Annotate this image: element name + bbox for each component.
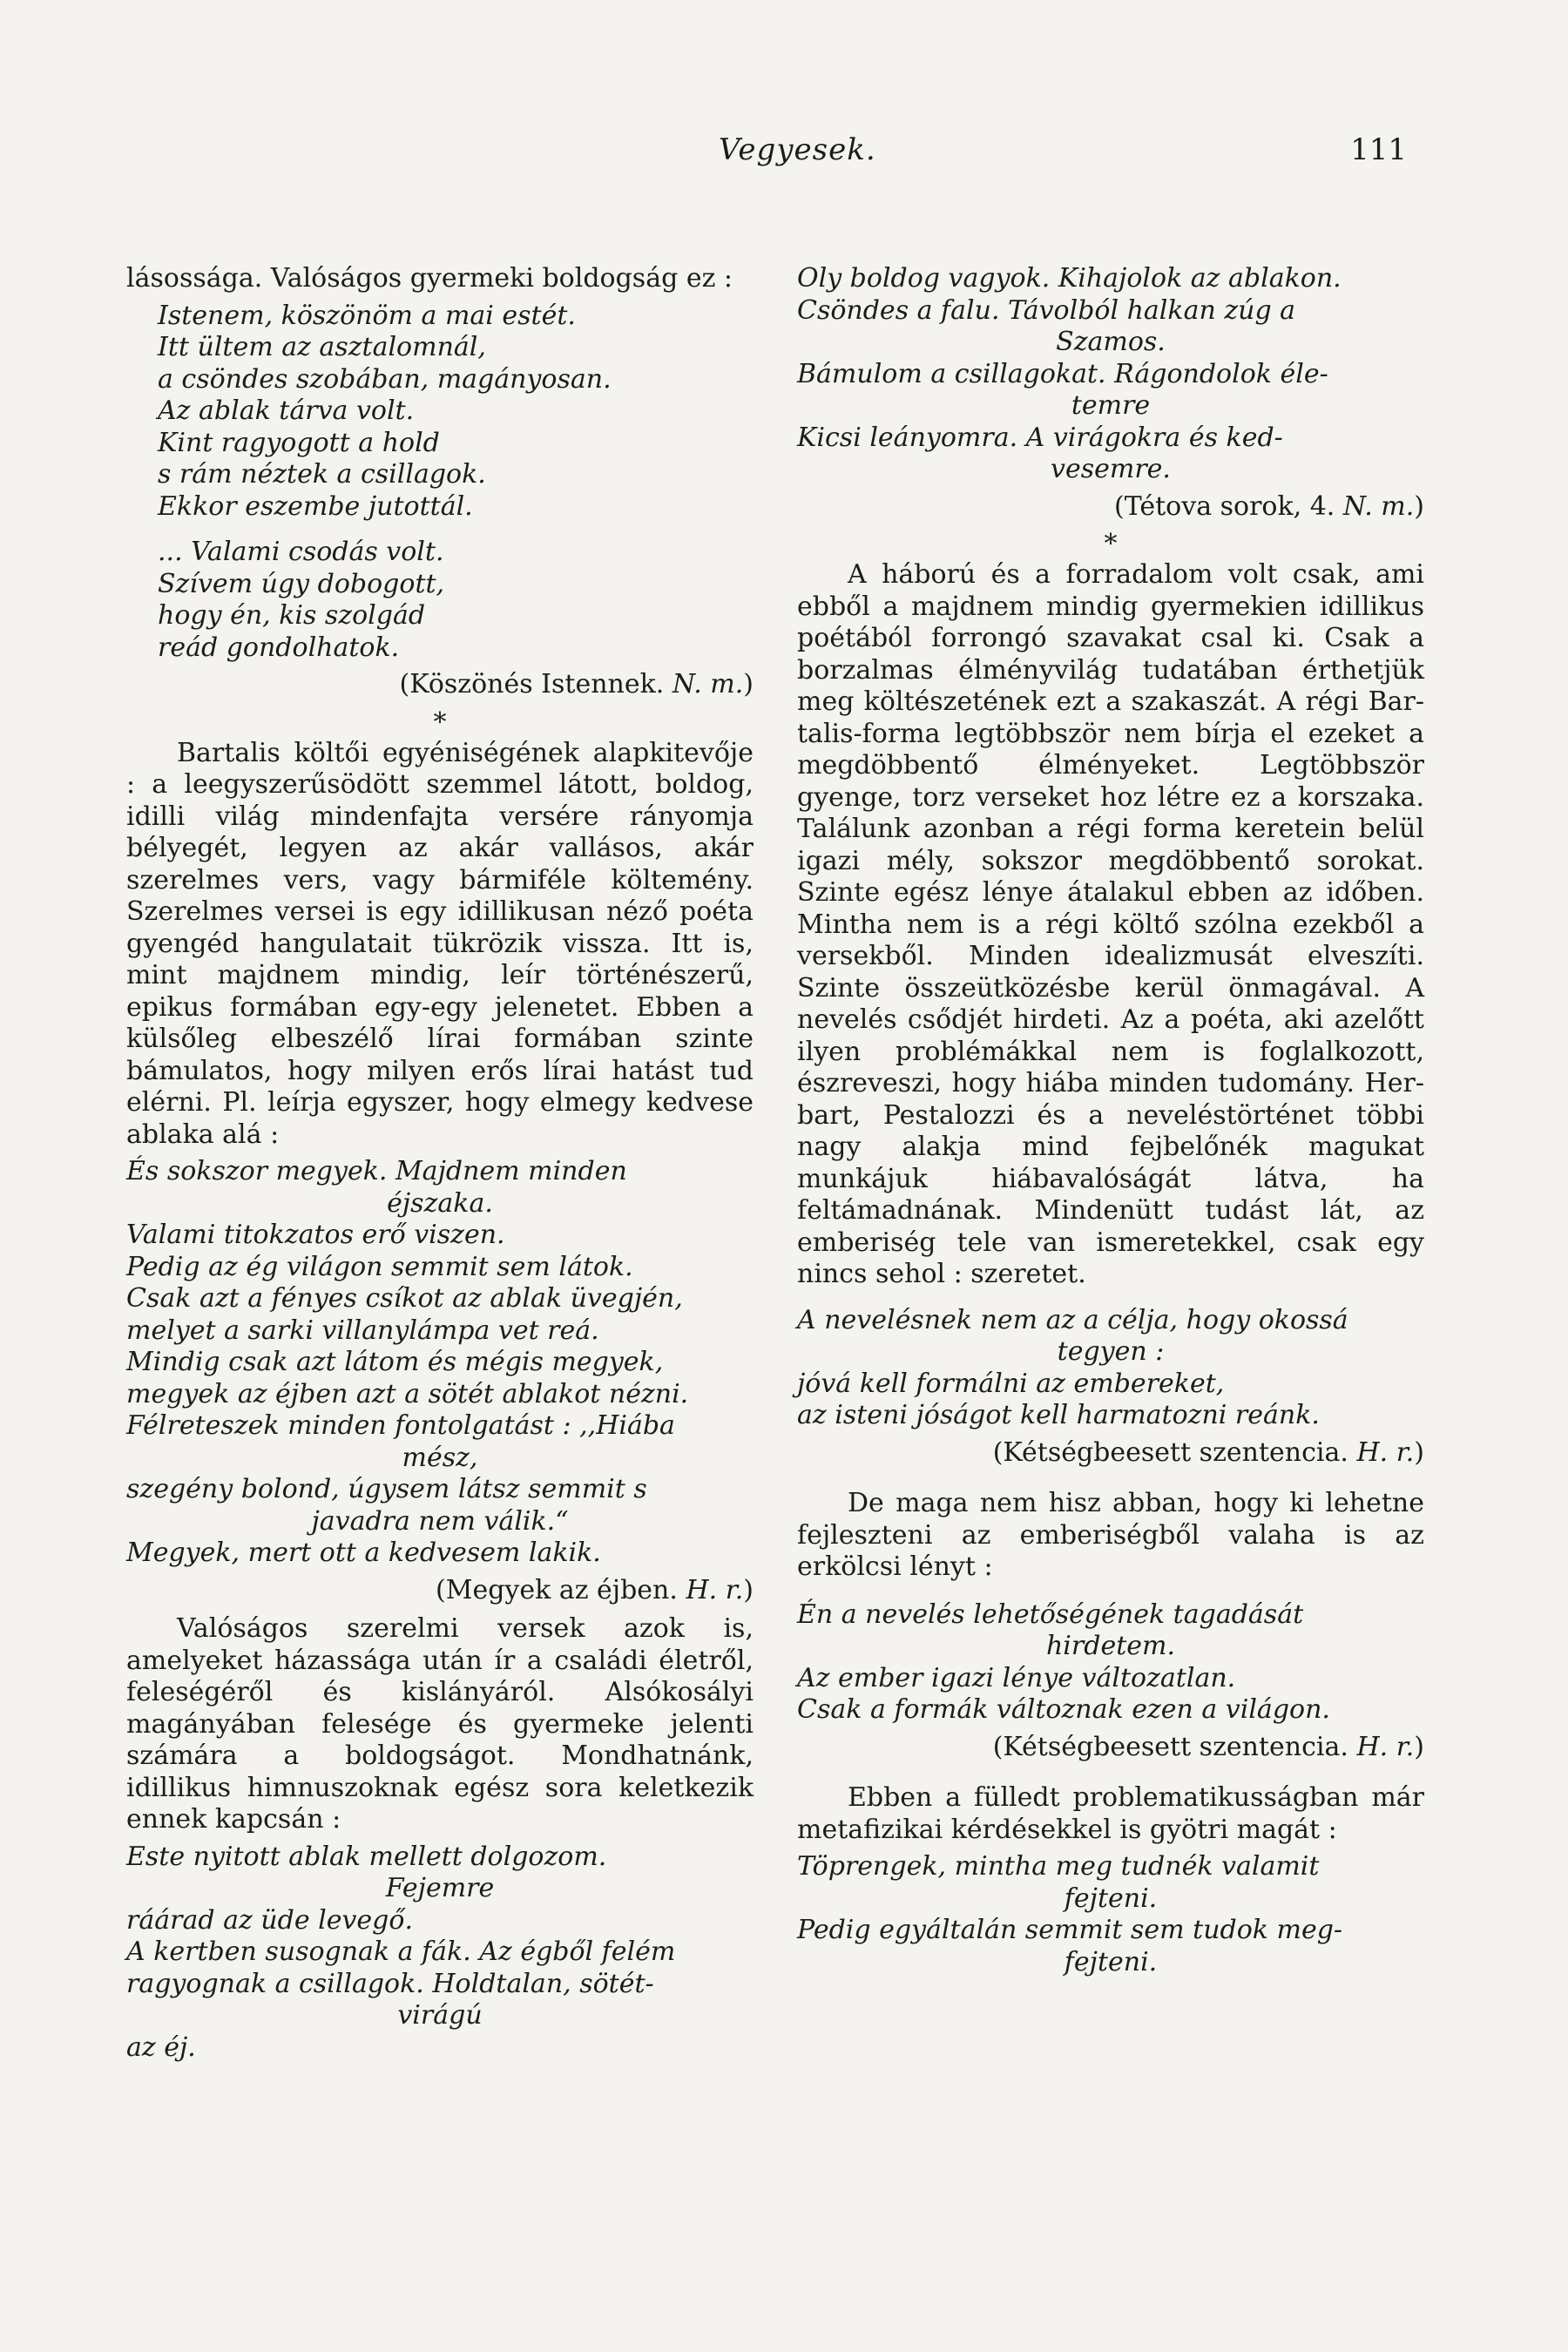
verse-line: A kertben susognak a fák. Az égből felém bbox=[126, 1936, 676, 1967]
poem-stanza bbox=[126, 301, 754, 524]
verse-line: Kint ragyogott a hold bbox=[158, 427, 440, 458]
verse-line: Az ember igazi lénye változatlan. bbox=[797, 1662, 1236, 1693]
verse-line: ... Valami csodás volt. bbox=[158, 537, 444, 567]
verse-line: melyet a sarki villanylámpa vet reá. bbox=[126, 1315, 599, 1346]
verse-line: Valami titokzatos erő viszen. bbox=[126, 1220, 505, 1250]
paragraph: Valóságos szerelmi versek azok is, amelyeket házassága után ír a családi életről, feleségéről és kislányáról. Alsókosályi magányában felesége és gyermeke jelenti számára a boldogságot. Mondhatnánk, idillikus himnuszoknak egész sora keletkezik ennek kapcsán : bbox=[126, 1613, 754, 1835]
verse-line: Kicsi leányomra. A virágokra és ked- bbox=[797, 422, 1283, 453]
paragraph: De maga nem hisz abban, hogy ki lehetne fejleszteni az emberiségből valaha is az erkölcsi lényt : bbox=[797, 1488, 1424, 1582]
verse-line: szegény bolond, úgysem látsz semmit s bbox=[126, 1474, 647, 1504]
verse-line: Csöndes a falu. Távolból halkan zúg a bbox=[797, 294, 1296, 326]
verse-line: Istenem, köszönöm a mai estét. bbox=[158, 300, 576, 331]
verse-line: hogy én, kis szolgád bbox=[158, 600, 426, 631]
verse-line-continuation: fejteni. bbox=[1064, 1946, 1158, 1977]
verse-line: Csak a formák változnak ezen a világon. bbox=[797, 1694, 1330, 1725]
verse-line: Itt ültem az asztalomnál, bbox=[158, 332, 486, 362]
verse-line-continuation: virágú bbox=[397, 2000, 483, 2031]
paragraph: Bartalis költői egyéniségének alapkitevője : a leegyszerűsödött szemmel látott, boldog, idilli világ mindenfajta versére rányomja bélyegét, legyen az akár vallásos, akár szerelmes vers, vagy bármiféle költemény. Szerelmes versei is egy idillikusan néző poéta gyengéd hangulatait tükrözik vissza. Itt is, mint majdnem mindig, leír történészerű, epikus formában egy-egy jelenetet. Ebben a külsőleg elbeszélő lírai formában szinte bámulatos, hogy milyen erős lírai hatást tud elérni. Pl. leírja egyszer, hogy elmegy kedvese ablaka alá : bbox=[126, 737, 754, 1150]
poem-stanza bbox=[797, 1599, 1424, 1727]
verse-line-continuation: éjszaka. bbox=[387, 1187, 493, 1219]
verse-line: Mindig csak azt látom és mégis megyek, bbox=[126, 1347, 664, 1377]
verse-line: Este nyitott ablak mellett dolgozom. bbox=[126, 1841, 607, 1872]
poem-stanza bbox=[126, 1156, 754, 1570]
verse-line: És sokszor megyek. Majdnem minden bbox=[126, 1156, 627, 1186]
poem-stanza bbox=[797, 263, 1424, 486]
citation: (Tétova sorok, 4. N. m.) bbox=[1113, 490, 1424, 522]
verse-line: Félreteszek minden fontolgatást : ,,Hiába bbox=[126, 1410, 675, 1441]
page-number: 111 bbox=[1350, 132, 1407, 167]
paragraph: A háború és a forradalom volt csak, ami ebből a majdnem mindig gyermekien idillikus poétából forrongó szavakat csal ki. Csak a borzalmas élményvilág tudatában érthetjük meg költészetének ezt a szakaszát. A régi Bartalis-forma legtöbbször nem bírja el ezeket a megdöbbentő élményeket. Legtöbbször gyenge, torz verseket hoz létre ez a korszaka. Találunk azonban a régi forma keretein belül igazi mély, sokszor megdöbbentő sorokat. Szinte egész lénye átalakul ebben az időben. Mintha nem is a régi költő szólna ezekből a versekből. Minden idealizmusát elveszíti. Szinte összeütközésbe kerül önmagával. A nevelés csődjét hirdeti. Az a poéta, aki azelőtt ilyen problémákkal nem is foglalkozott, észreveszi, hogy hiába minden tudomány. Herbart, Pestalozzi és a neveléstörténet többi nagy alakja mind fejbelőnék magukat munkájuk hiábavalóságát látva, ha feltámadnának. Mindenütt tudást lát, az emberiség tele van ismeretekkel, csak egy nincs sehol : szeretet. bbox=[797, 559, 1424, 1289]
citation: (Megyek az éjben. H. r.) bbox=[436, 1574, 754, 1605]
verse-line-continuation: Szamos. bbox=[1056, 327, 1166, 357]
verse-line: Pedig egyáltalán semmit sem tudok meg- bbox=[797, 1915, 1343, 1945]
poem-stanza bbox=[797, 1851, 1424, 1978]
citation: (Kétségbeesett szentencia. H. r.) bbox=[992, 1436, 1424, 1468]
paragraph: Ebben a fülledt problematikusságban már metafizikai kérdésekkel is gyötri magát : bbox=[797, 1782, 1424, 1845]
verse-line: az éj. bbox=[126, 2031, 196, 2063]
verse-line-continuation: Fejemre bbox=[385, 1873, 495, 1903]
verse-line-continuation: vesemre. bbox=[1051, 454, 1171, 484]
left-column bbox=[126, 263, 754, 2069]
verse-line-continuation: mész, bbox=[402, 1442, 478, 1473]
verse-line-continuation: hirdetem. bbox=[1045, 1631, 1175, 1661]
verse-line: Pedig az ég világon semmit sem látok. bbox=[126, 1251, 633, 1282]
verse-line: Ekkor eszembe jutottál. bbox=[158, 490, 473, 522]
verse-line: Töprengek, mintha meg tudnék valamit bbox=[797, 1851, 1320, 1882]
verse-line: Oly boldog vagyok. Kihajolok az ablakon. bbox=[797, 263, 1342, 294]
verse-line: Én a nevelés lehetőségének tagadását bbox=[797, 1598, 1304, 1630]
citation: (Kétségbeesett szentencia. H. r.) bbox=[992, 1731, 1424, 1762]
verse-line: az isteni jóságot kell harmatozni reánk. bbox=[797, 1400, 1320, 1430]
page-header bbox=[126, 132, 1407, 185]
right-column bbox=[797, 263, 1424, 1984]
citation: (Köszönés Istennek. N. m.) bbox=[399, 669, 754, 700]
section-divider-star: * bbox=[433, 706, 447, 738]
verse-line: a csöndes szobában, magányosan. bbox=[158, 363, 612, 395]
verse-line: jóvá kell formálni az embereket, bbox=[797, 1368, 1225, 1399]
verse-line-continuation: fejteni. bbox=[1064, 1882, 1158, 1914]
verse-line: Megyek, mert ott a kedvesem lakik. bbox=[126, 1538, 601, 1568]
verse-line: Az ablak tárva volt. bbox=[158, 395, 415, 426]
verse-line-continuation: javadra nem válik.“ bbox=[311, 1505, 569, 1537]
verse-line: reád gondolhatok. bbox=[158, 632, 400, 663]
verse-line: Bámulom a csillagokat. Rágondolok éle- bbox=[797, 358, 1328, 389]
section-divider-star: * bbox=[1104, 529, 1118, 559]
verse-line: A nevelésnek nem az a célja, hogy okossá bbox=[797, 1304, 1348, 1335]
verse-line: Csak azt a fényes csíkot az ablak üvegjén, bbox=[126, 1283, 683, 1314]
running-title: Vegyesek. bbox=[719, 132, 876, 167]
verse-line: ráárad az üde levegő. bbox=[126, 1904, 413, 1936]
verse-line: s rám néztek a csillagok. bbox=[158, 459, 486, 490]
verse-line: ragyognak a csillagok. Holdtalan, sötét- bbox=[126, 1968, 654, 1999]
verse-line: megyek az éjben azt a sötét ablakot nézni. bbox=[126, 1378, 689, 1409]
paragraph: lásossága. Valóságos gyermeki boldogság ez : bbox=[126, 263, 733, 294]
verse-line-continuation: tegyen : bbox=[1057, 1336, 1165, 1367]
poem-stanza bbox=[126, 537, 754, 664]
verse-line-continuation: temre bbox=[1071, 390, 1151, 421]
poem-stanza bbox=[797, 1305, 1424, 1432]
poem-stanza bbox=[126, 1842, 754, 2065]
verse-line: Szívem úgy dobogott, bbox=[158, 568, 445, 599]
